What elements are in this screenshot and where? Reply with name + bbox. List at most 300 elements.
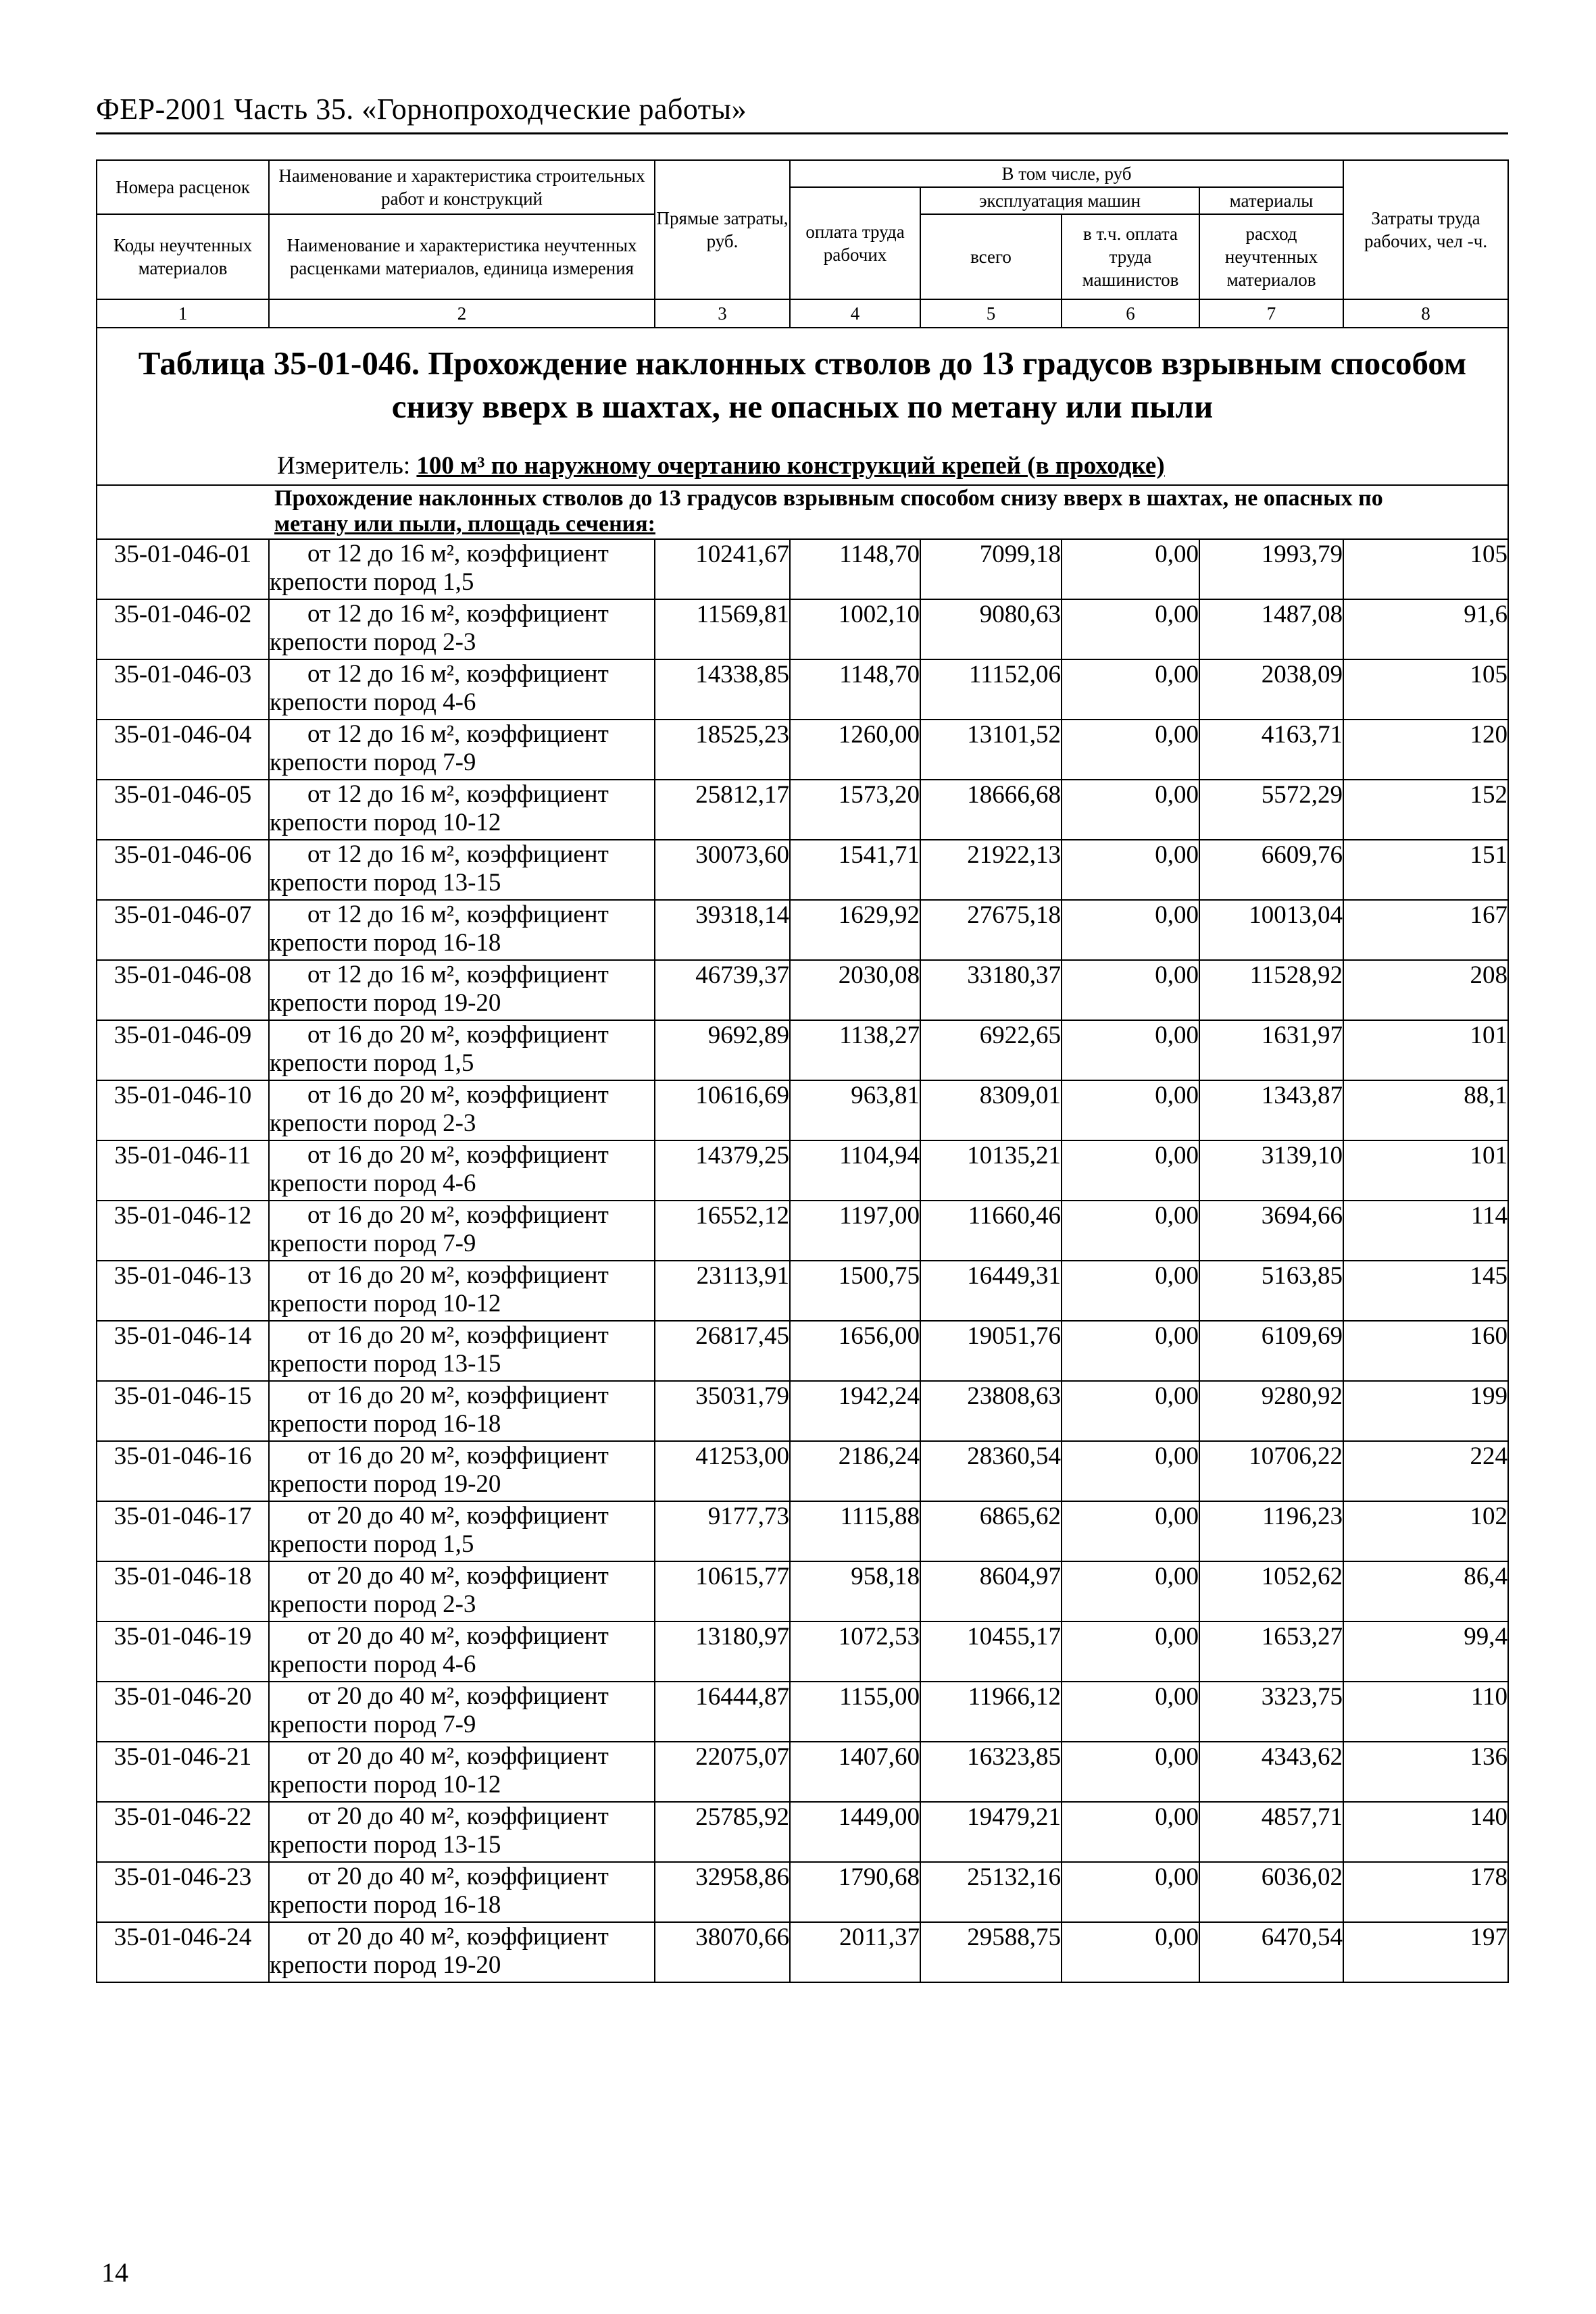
rate-name-line2: крепости пород 19-20 [270, 1470, 501, 1498]
labor-pay-value: 1407,60 [790, 1742, 920, 1802]
machinist-pay-value: 0,00 [1062, 1561, 1199, 1621]
direct-costs-value: 26817,45 [655, 1321, 790, 1381]
direct-costs-value: 14338,85 [655, 659, 790, 720]
rate-name-line2: крепости пород 4-6 [270, 1169, 476, 1197]
table-row [97, 1742, 1508, 1802]
labor-costs-value: 152 [1343, 780, 1508, 840]
direct-costs-value: 39318,14 [655, 900, 790, 960]
machine-total-value: 16323,85 [920, 1742, 1062, 1802]
rate-code: 35-01-046-12 [97, 1201, 269, 1261]
labor-costs-value: 105 [1343, 659, 1508, 720]
labor-costs-value: 140 [1343, 1802, 1508, 1862]
labor-pay-value: 1260,00 [790, 720, 920, 780]
labor-pay-value: 1656,00 [790, 1321, 920, 1381]
rate-code: 35-01-046-06 [97, 840, 269, 900]
materials-value: 1196,23 [1199, 1501, 1343, 1561]
rate-name-line1: от 16 до 20 м², коэффициент [307, 1261, 609, 1289]
machinist-pay-value: 0,00 [1062, 1261, 1199, 1321]
rate-name-line2: крепости пород 4-6 [270, 1651, 476, 1678]
labor-costs-value: 91,6 [1343, 599, 1508, 659]
rate-code: 35-01-046-19 [97, 1621, 269, 1682]
labor-pay-value: 2186,24 [790, 1441, 920, 1501]
rate-name-line2: крепости пород 2-3 [270, 1109, 476, 1137]
header-rule [96, 132, 1508, 134]
labor-costs-value: 167 [1343, 900, 1508, 960]
rate-name-line2: крепости пород 2-3 [270, 628, 476, 656]
labor-costs-value: 208 [1343, 960, 1508, 1020]
materials-value: 3694,66 [1199, 1201, 1343, 1261]
machinist-pay-value: 0,00 [1062, 1862, 1199, 1922]
machinist-pay-value: 0,00 [1062, 1922, 1199, 1982]
column-number: 4 [790, 299, 920, 328]
labor-pay-value: 2011,37 [790, 1922, 920, 1982]
table-row [97, 1020, 1508, 1080]
materials-value: 5572,29 [1199, 780, 1343, 840]
table-title-line: Таблица 35-01-046. Прохождение наклонных стволов до 13 градусов взрывным способом [138, 345, 1467, 382]
materials-value: 2038,09 [1199, 659, 1343, 720]
table-row [97, 1441, 1508, 1501]
rate-name-line2: крепости пород 4-6 [270, 688, 476, 716]
table-row [97, 1201, 1508, 1261]
machinist-pay-value: 0,00 [1062, 1080, 1199, 1140]
direct-costs-value: 38070,66 [655, 1922, 790, 1982]
labor-costs-value: 114 [1343, 1201, 1508, 1261]
machine-total-value: 25132,16 [920, 1862, 1062, 1922]
machinist-pay-value: 0,00 [1062, 900, 1199, 960]
materials-value: 3323,75 [1199, 1682, 1343, 1742]
rate-code: 35-01-046-01 [97, 539, 269, 599]
machine-total-value: 21922,13 [920, 840, 1062, 900]
labor-pay-value: 1138,27 [790, 1020, 920, 1080]
table-row [97, 780, 1508, 840]
direct-costs-value: 10241,67 [655, 539, 790, 599]
labor-pay-value: 1104,94 [790, 1140, 920, 1201]
column-number: 5 [920, 299, 1062, 328]
labor-pay-value: 963,81 [790, 1080, 920, 1140]
rate-name [269, 780, 655, 840]
direct-costs-value: 16444,87 [655, 1682, 790, 1742]
rate-name [269, 1261, 655, 1321]
table-row [97, 1862, 1508, 1922]
table-title-line: снизу вверх в шахтах, не опасных по метану или пыли [391, 388, 1214, 425]
table-row [97, 960, 1508, 1020]
labor-pay-value: 958,18 [790, 1561, 920, 1621]
direct-costs-value: 22075,07 [655, 1742, 790, 1802]
machinist-pay-value: 0,00 [1062, 539, 1199, 599]
rate-name-line1: от 20 до 40 м², коэффициент [307, 1803, 609, 1830]
labor-pay-value: 1449,00 [790, 1802, 920, 1862]
rate-code: 35-01-046-08 [97, 960, 269, 1020]
rate-name-line2: крепости пород 10-12 [270, 1290, 501, 1317]
section-line: метану или пыли, площадь сечения: [274, 511, 655, 536]
table-row [97, 1621, 1508, 1682]
rate-name-line2: крепости пород 2-3 [270, 1590, 476, 1618]
table-row [97, 539, 1508, 599]
rate-name [269, 840, 655, 900]
labor-pay-value: 1541,71 [790, 840, 920, 900]
rate-name-line2: крепости пород 10-12 [270, 1771, 501, 1799]
rate-name-line1: от 16 до 20 м², коэффициент [307, 1081, 609, 1109]
rate-name-line1: от 12 до 16 м², коэффициент [307, 961, 609, 988]
rate-name [269, 1862, 655, 1922]
machine-total-value: 16449,31 [920, 1261, 1062, 1321]
table-title [100, 342, 1505, 428]
section-heading-cell [97, 485, 1508, 539]
direct-costs-value: 14379,25 [655, 1140, 790, 1201]
direct-costs-value: 23113,91 [655, 1261, 790, 1321]
labor-costs-value: 88,1 [1343, 1080, 1508, 1140]
machine-total-value: 19051,76 [920, 1321, 1062, 1381]
header-materials: материалы [1199, 187, 1343, 214]
rate-name-line1: от 16 до 20 м², коэффициент [307, 1322, 609, 1349]
page-number: 14 [101, 2257, 128, 2288]
measure-unit [277, 451, 1505, 480]
machine-total-value: 19479,21 [920, 1802, 1062, 1862]
rate-name-line1: от 12 до 16 м², коэффициент [307, 600, 609, 628]
rate-name-line1: от 20 до 40 м², коэффициент [307, 1622, 609, 1650]
header-materials-unaccounted: расход неучтенных материалов [1199, 214, 1343, 299]
labor-pay-value: 1790,68 [790, 1862, 920, 1922]
header-rate-numbers: Номера расценок [97, 160, 269, 214]
labor-costs-value: 178 [1343, 1862, 1508, 1922]
rate-name-line2: крепости пород 16-18 [270, 1891, 501, 1919]
materials-value: 10013,04 [1199, 900, 1343, 960]
rate-code: 35-01-046-13 [97, 1261, 269, 1321]
machinist-pay-value: 0,00 [1062, 599, 1199, 659]
labor-costs-value: 160 [1343, 1321, 1508, 1381]
labor-costs-value: 197 [1343, 1922, 1508, 1982]
labor-costs-value: 136 [1343, 1742, 1508, 1802]
labor-costs-value: 199 [1343, 1381, 1508, 1441]
rate-name-line2: крепости пород 7-9 [270, 1230, 476, 1257]
direct-costs-value: 30073,60 [655, 840, 790, 900]
rate-name-line1: от 20 до 40 м², коэффициент [307, 1682, 609, 1710]
rate-name [269, 1742, 655, 1802]
rate-code: 35-01-046-09 [97, 1020, 269, 1080]
header-labor-pay: оплата труда рабочих [790, 187, 920, 299]
section-line: Прохождение наклонных стволов до 13 градусов взрывным способом снизу вверх в шахтах, не опасных по [274, 486, 1383, 511]
materials-value: 5163,85 [1199, 1261, 1343, 1321]
labor-pay-value: 1148,70 [790, 659, 920, 720]
rate-name [269, 1321, 655, 1381]
rate-name-line1: от 16 до 20 м², коэффициент [307, 1201, 609, 1229]
rate-code: 35-01-046-20 [97, 1682, 269, 1742]
column-number: 6 [1062, 299, 1199, 328]
rate-name-line1: от 12 до 16 м², коэффициент [307, 540, 609, 568]
materials-value: 4857,71 [1199, 1802, 1343, 1862]
materials-value: 6470,54 [1199, 1922, 1343, 1982]
labor-costs-value: 101 [1343, 1140, 1508, 1201]
rate-name [269, 1922, 655, 1982]
rate-name-line2: крепости пород 7-9 [270, 749, 476, 776]
direct-costs-value: 13180,97 [655, 1621, 790, 1682]
rate-name-line1: от 12 до 16 м², коэффициент [307, 840, 609, 868]
rate-name [269, 1201, 655, 1261]
direct-costs-value: 18525,23 [655, 720, 790, 780]
rate-name [269, 659, 655, 720]
rate-name-line1: от 20 до 40 м², коэффициент [307, 1863, 609, 1890]
rate-code: 35-01-046-21 [97, 1742, 269, 1802]
table-row [97, 1261, 1508, 1321]
machinist-pay-value: 0,00 [1062, 1201, 1199, 1261]
materials-value: 3139,10 [1199, 1140, 1343, 1201]
table-row [97, 1381, 1508, 1441]
header-including: В том числе, руб [790, 160, 1343, 187]
rate-code: 35-01-046-16 [97, 1441, 269, 1501]
machine-total-value: 11966,12 [920, 1682, 1062, 1742]
materials-value: 6109,69 [1199, 1321, 1343, 1381]
machine-total-value: 23808,63 [920, 1381, 1062, 1441]
table-row [97, 900, 1508, 960]
rate-name [269, 1621, 655, 1682]
labor-pay-value: 1500,75 [790, 1261, 920, 1321]
rate-name-line2: крепости пород 1,5 [270, 1530, 474, 1558]
rate-code: 35-01-046-15 [97, 1381, 269, 1441]
rate-name [269, 1080, 655, 1140]
measure-label: Измеритель: [277, 452, 417, 480]
rate-code: 35-01-046-24 [97, 1922, 269, 1982]
rate-name-line1: от 16 до 20 м², коэффициент [307, 1382, 609, 1409]
rate-name [269, 1441, 655, 1501]
labor-pay-value: 1002,10 [790, 599, 920, 659]
rate-name-line2: крепости пород 16-18 [270, 929, 501, 957]
labor-costs-value: 102 [1343, 1501, 1508, 1561]
rates-table [96, 159, 1509, 1983]
machinist-pay-value: 0,00 [1062, 1742, 1199, 1802]
machine-total-value: 29588,75 [920, 1922, 1062, 1982]
rate-code: 35-01-046-18 [97, 1561, 269, 1621]
labor-pay-value: 1155,00 [790, 1682, 920, 1742]
materials-value: 9280,92 [1199, 1381, 1343, 1441]
labor-pay-value: 1197,00 [790, 1201, 920, 1261]
machinist-pay-value: 0,00 [1062, 1682, 1199, 1742]
rate-name-line2: крепости пород 1,5 [270, 1049, 474, 1077]
materials-value: 1343,87 [1199, 1080, 1343, 1140]
header-labor-costs: Затраты труда рабочих, чел -ч. [1343, 160, 1508, 299]
rate-name [269, 1140, 655, 1201]
machinist-pay-value: 0,00 [1062, 1621, 1199, 1682]
machine-total-value: 6865,62 [920, 1501, 1062, 1561]
table-row [97, 1802, 1508, 1862]
direct-costs-value: 11569,81 [655, 599, 790, 659]
machinist-pay-value: 0,00 [1062, 960, 1199, 1020]
table-row [97, 659, 1508, 720]
rate-code: 35-01-046-02 [97, 599, 269, 659]
direct-costs-value: 10615,77 [655, 1561, 790, 1621]
rate-name-line2: крепости пород 19-20 [270, 989, 501, 1017]
rate-name [269, 1020, 655, 1080]
column-number: 2 [269, 299, 655, 328]
section-heading [274, 486, 1507, 537]
rate-name-line2: крепости пород 19-20 [270, 1951, 501, 1979]
header-unaccounted-name: Наименование и характеристика неучтенных расценками материалов, единица измерения [269, 214, 655, 299]
table-row [97, 599, 1508, 659]
machinist-pay-value: 0,00 [1062, 1020, 1199, 1080]
rate-name-line1: от 16 до 20 м², коэффициент [307, 1442, 609, 1469]
machinist-pay-value: 0,00 [1062, 1802, 1199, 1862]
labor-pay-value: 1573,20 [790, 780, 920, 840]
machinist-pay-value: 0,00 [1062, 659, 1199, 720]
rate-name-line1: от 20 до 40 м², коэффициент [307, 1742, 609, 1770]
machine-total-value: 13101,52 [920, 720, 1062, 780]
labor-costs-value: 145 [1343, 1261, 1508, 1321]
rate-name-line1: от 12 до 16 м², коэффициент [307, 780, 609, 808]
labor-costs-value: 101 [1343, 1020, 1508, 1080]
page-header: ФЕР-2001 Часть 35. «Горнопроходческие работы» [96, 93, 747, 126]
rate-name-line1: от 20 до 40 м², коэффициент [307, 1923, 609, 1951]
header-unaccounted-codes: Коды неучтенных материалов [97, 214, 269, 299]
rate-code: 35-01-046-03 [97, 659, 269, 720]
rate-code: 35-01-046-22 [97, 1802, 269, 1862]
labor-costs-value: 110 [1343, 1682, 1508, 1742]
rate-name-line2: крепости пород 1,5 [270, 568, 474, 596]
rate-name-line2: крепости пород 10-12 [270, 809, 501, 836]
machinist-pay-value: 0,00 [1062, 1140, 1199, 1201]
table-row [97, 1682, 1508, 1742]
rate-name [269, 539, 655, 599]
direct-costs-value: 46739,37 [655, 960, 790, 1020]
machine-total-value: 10135,21 [920, 1140, 1062, 1201]
rate-name-line2: крепости пород 13-15 [270, 1831, 501, 1859]
direct-costs-value: 25785,92 [655, 1802, 790, 1862]
rate-name-line2: крепости пород 16-18 [270, 1410, 501, 1438]
rate-name-line2: крепости пород 13-15 [270, 1350, 501, 1378]
rate-name-line1: от 16 до 20 м², коэффициент [307, 1141, 609, 1169]
rate-code: 35-01-046-17 [97, 1501, 269, 1561]
rate-name [269, 1561, 655, 1621]
materials-value: 1487,08 [1199, 599, 1343, 659]
machine-total-value: 9080,63 [920, 599, 1062, 659]
machinist-pay-value: 0,00 [1062, 720, 1199, 780]
rate-name-line1: от 16 до 20 м², коэффициент [307, 1021, 609, 1049]
table-row [97, 1140, 1508, 1201]
direct-costs-value: 9177,73 [655, 1501, 790, 1561]
column-number: 8 [1343, 299, 1508, 328]
machinist-pay-value: 0,00 [1062, 1321, 1199, 1381]
labor-costs-value: 105 [1343, 539, 1508, 599]
header-machine-operation: эксплуатация машин [920, 187, 1199, 214]
materials-value: 10706,22 [1199, 1441, 1343, 1501]
rate-code: 35-01-046-23 [97, 1862, 269, 1922]
rate-code: 35-01-046-14 [97, 1321, 269, 1381]
materials-value: 1631,97 [1199, 1020, 1343, 1080]
rate-code: 35-01-046-10 [97, 1080, 269, 1140]
rate-code: 35-01-046-05 [97, 780, 269, 840]
labor-pay-value: 1942,24 [790, 1381, 920, 1441]
rate-name-line1: от 20 до 40 м², коэффициент [307, 1502, 609, 1530]
rate-code: 35-01-046-07 [97, 900, 269, 960]
machine-total-value: 8604,97 [920, 1561, 1062, 1621]
direct-costs-value: 41253,00 [655, 1441, 790, 1501]
machine-total-value: 11660,46 [920, 1201, 1062, 1261]
machine-total-value: 8309,01 [920, 1080, 1062, 1140]
materials-value: 1052,62 [1199, 1561, 1343, 1621]
table-row [97, 1561, 1508, 1621]
direct-costs-value: 9692,89 [655, 1020, 790, 1080]
header-machinist-pay: в т.ч. оплата труда машинистов [1062, 214, 1199, 299]
measure-value: 100 м³ по наружному очертанию конструкций крепей (в проходке) [416, 452, 1165, 480]
labor-costs-value: 86,4 [1343, 1561, 1508, 1621]
table-row [97, 1501, 1508, 1561]
rate-name [269, 900, 655, 960]
labor-costs-value: 224 [1343, 1441, 1508, 1501]
machinist-pay-value: 0,00 [1062, 1441, 1199, 1501]
machinist-pay-value: 0,00 [1062, 1381, 1199, 1441]
labor-pay-value: 1629,92 [790, 900, 920, 960]
machine-total-value: 33180,37 [920, 960, 1062, 1020]
table-row [97, 1321, 1508, 1381]
column-number: 7 [1199, 299, 1343, 328]
machinist-pay-value: 0,00 [1062, 780, 1199, 840]
materials-value: 6609,76 [1199, 840, 1343, 900]
machine-total-value: 7099,18 [920, 539, 1062, 599]
materials-value: 6036,02 [1199, 1862, 1343, 1922]
table-row [97, 1922, 1508, 1982]
labor-pay-value: 1072,53 [790, 1621, 920, 1682]
labor-costs-value: 120 [1343, 720, 1508, 780]
labor-costs-value: 151 [1343, 840, 1508, 900]
table-title-block [97, 328, 1508, 485]
header-work-name: Наименование и характеристика строительных работ и конструкций [269, 160, 655, 214]
materials-value: 1653,27 [1199, 1621, 1343, 1682]
materials-value: 4163,71 [1199, 720, 1343, 780]
direct-costs-value: 35031,79 [655, 1381, 790, 1441]
rate-name-line1: от 12 до 16 м², коэффициент [307, 660, 609, 688]
labor-pay-value: 1115,88 [790, 1501, 920, 1561]
machine-total-value: 27675,18 [920, 900, 1062, 960]
labor-pay-value: 2030,08 [790, 960, 920, 1020]
machinist-pay-value: 0,00 [1062, 840, 1199, 900]
rate-name [269, 1682, 655, 1742]
column-number: 3 [655, 299, 790, 328]
direct-costs-value: 16552,12 [655, 1201, 790, 1261]
rate-name-line2: крепости пород 13-15 [270, 869, 501, 897]
rate-code: 35-01-046-11 [97, 1140, 269, 1201]
direct-costs-value: 10616,69 [655, 1080, 790, 1140]
direct-costs-value: 25812,17 [655, 780, 790, 840]
rate-name-line1: от 12 до 16 м², коэффициент [307, 901, 609, 928]
materials-value: 4343,62 [1199, 1742, 1343, 1802]
table-row [97, 1080, 1508, 1140]
machine-total-value: 28360,54 [920, 1441, 1062, 1501]
rate-name [269, 720, 655, 780]
table-row [97, 840, 1508, 900]
direct-costs-value: 32958,86 [655, 1862, 790, 1922]
rate-name [269, 599, 655, 659]
labor-pay-value: 1148,70 [790, 539, 920, 599]
machine-total-value: 6922,65 [920, 1020, 1062, 1080]
machinist-pay-value: 0,00 [1062, 1501, 1199, 1561]
table-row [97, 720, 1508, 780]
rate-name [269, 1802, 655, 1862]
rate-name-line2: крепости пород 7-9 [270, 1711, 476, 1738]
materials-value: 11528,92 [1199, 960, 1343, 1020]
rate-name [269, 1381, 655, 1441]
rate-name [269, 960, 655, 1020]
machine-total-value: 10455,17 [920, 1621, 1062, 1682]
labor-costs-value: 99,4 [1343, 1621, 1508, 1682]
machine-total-value: 18666,68 [920, 780, 1062, 840]
rate-name-line1: от 12 до 16 м², коэффициент [307, 720, 609, 748]
header-machine-total: всего [920, 214, 1062, 299]
machine-total-value: 11152,06 [920, 659, 1062, 720]
header-direct-costs: Прямые затраты, руб. [655, 160, 790, 299]
column-number: 1 [97, 299, 269, 328]
materials-value: 1993,79 [1199, 539, 1343, 599]
rate-code: 35-01-046-04 [97, 720, 269, 780]
rate-name [269, 1501, 655, 1561]
rate-name-line1: от 20 до 40 м², коэффициент [307, 1562, 609, 1590]
